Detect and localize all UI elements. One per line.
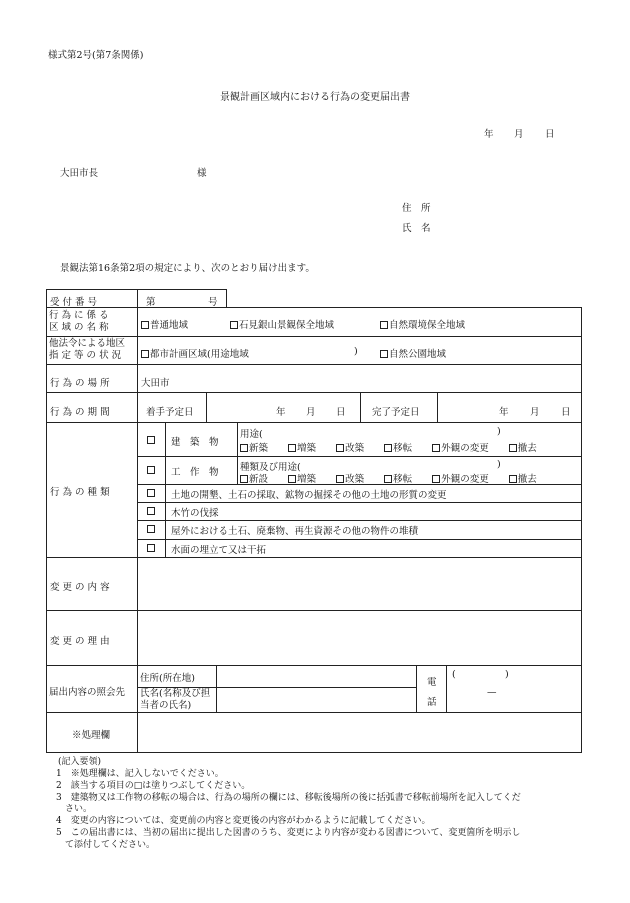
checkbox-icon[interactable]	[380, 350, 388, 358]
structure-purpose-label: 種類及び用途(	[240, 462, 301, 473]
start-date-label: 着手予定日	[146, 407, 194, 418]
outdoor-storage-checkbox[interactable]	[147, 525, 155, 533]
checkbox-icon[interactable]	[288, 444, 296, 452]
tel-dash: —	[487, 687, 497, 698]
other-law-label: 他法令による地区 指 定 等 の 状 況	[49, 338, 126, 361]
checkbox-icon[interactable]	[432, 475, 440, 483]
option-extend[interactable]: 増築	[288, 474, 316, 485]
note-item: 5 この届出書には、当初の届出に提出した図書のうち、変更により内容が変わる図書について、変更箇所を明示し	[56, 828, 521, 838]
checkbox-icon[interactable]	[240, 475, 248, 483]
notes-heading: (記入要領)	[58, 757, 102, 767]
building-checkbox[interactable]	[147, 436, 155, 444]
end-day[interactable]: 日	[561, 407, 571, 418]
structure-checkbox[interactable]	[147, 466, 155, 474]
note-item: さい。	[56, 804, 93, 814]
start-month[interactable]: 月	[306, 407, 316, 418]
intro-text: 景観法第16条第2項の規定により、次のとおり届け出ます。	[60, 263, 315, 274]
tree-cutting-checkbox[interactable]	[147, 507, 155, 515]
checkbox-icon[interactable]	[288, 475, 296, 483]
place-value[interactable]: 大田市	[141, 378, 170, 389]
change-content-label: 変 更 の 内 容	[50, 582, 110, 593]
zone-option-nature[interactable]: 自然環境保全地域	[380, 317, 465, 331]
checkbox-icon[interactable]	[141, 350, 149, 358]
tel-label-1: 電	[427, 677, 437, 688]
date-month: 月	[514, 129, 524, 140]
receipt-dai: 第	[146, 297, 156, 308]
building-purpose-close: )	[497, 426, 501, 437]
option-extend[interactable]: 増築	[288, 443, 316, 454]
option-new[interactable]: 新設	[240, 474, 268, 485]
note-item: 1 ※処理欄は、記入しないでください。	[56, 769, 224, 779]
addressee-name: 大田市長	[60, 168, 99, 179]
end-month[interactable]: 月	[530, 407, 540, 418]
other-option-natural-park[interactable]: 自然公園地域	[380, 346, 446, 360]
date-day: 日	[545, 129, 555, 140]
tel-paren-close: )	[505, 669, 509, 680]
structure-options	[240, 471, 537, 485]
note-item: 2 該当する項目の□は塗りつぶしてください。	[56, 781, 251, 791]
option-remove[interactable]: 撤去	[509, 443, 537, 454]
contact-address-label: 住所(所在地)	[140, 673, 195, 684]
zone-option-normal[interactable]: 普通地域	[141, 317, 188, 331]
checkbox-icon[interactable]	[141, 321, 149, 329]
checkbox-icon[interactable]	[384, 444, 392, 452]
note-item: 3 建築物又は工作物の移転の場合は、行為の場所の欄には、移転後場所の後に括弧書で移転前場所を記入してくだ	[56, 793, 521, 803]
end-date-label: 完了予定日	[372, 407, 420, 418]
contact-name-label: 氏名(名称及び担 当者の氏名)	[140, 688, 211, 711]
period-label: 行 為 の 期 間	[50, 407, 110, 418]
tree-cutting-label: 木竹の伐採	[171, 508, 219, 519]
receipt-number-label: 受 付 番 号	[50, 297, 98, 308]
building-purpose-label: 用途(	[240, 429, 263, 440]
reclamation-checkbox[interactable]	[147, 544, 155, 552]
checkbox-icon[interactable]	[384, 475, 392, 483]
tel-label-2: 話	[427, 697, 437, 708]
land-change-checkbox[interactable]	[147, 489, 155, 497]
change-reason-label: 変 更 の 理 由	[50, 636, 110, 647]
reclamation-label: 水面の埋立て又は干拓	[171, 545, 267, 556]
checkbox-icon[interactable]	[509, 444, 517, 452]
option-relocate[interactable]: 移転	[384, 443, 412, 454]
building-label: 建 築 物	[171, 437, 219, 448]
structure-label: 工 作 物	[171, 467, 219, 478]
other-option-close-paren: )	[354, 346, 358, 357]
checkbox-icon[interactable]	[432, 444, 440, 452]
checkbox-icon[interactable]	[509, 475, 517, 483]
checkbox-icon[interactable]	[230, 321, 238, 329]
checkbox-icon[interactable]	[380, 321, 388, 329]
note-item: て添付してください。	[56, 840, 156, 850]
kind-label: 行 為 の 種 類	[50, 487, 110, 498]
processing-label: ※処理欄	[72, 730, 111, 741]
structure-purpose-close: )	[497, 459, 501, 470]
end-year[interactable]: 年	[499, 407, 509, 418]
checkbox-icon[interactable]	[240, 444, 248, 452]
note-item: 4 変更の内容については、変更前の内容と変更後の内容がわかるように記載してください。	[56, 816, 431, 826]
receipt-go: 号	[208, 297, 218, 308]
other-option-city-planning[interactable]: 都市計画区域(用途地域	[141, 346, 249, 360]
land-change-label: 土地の開墾、土石の採取、鉱物の掘採その他の土地の形質の変更	[171, 490, 447, 501]
zone-label: 行 為 に 係 る 区 域 の 名 称	[49, 310, 109, 333]
start-year[interactable]: 年	[276, 407, 286, 418]
contact-label: 届出内容の照会先	[49, 687, 126, 698]
checkbox-icon[interactable]	[336, 475, 344, 483]
tel-paren-open: (	[452, 669, 456, 680]
option-remove[interactable]: 撤去	[509, 474, 537, 485]
building-options	[240, 440, 537, 454]
option-exterior[interactable]: 外観の変更	[432, 474, 489, 485]
option-exterior[interactable]: 外観の変更	[432, 443, 489, 454]
form-number: 様式第2号(第7条関係)	[48, 50, 144, 61]
option-new[interactable]: 新築	[240, 443, 268, 454]
applicant-address-label: 住 所	[402, 203, 431, 214]
zone-option-iwami[interactable]: 石見銀山景観保全地域	[230, 317, 334, 331]
option-relocate[interactable]: 移転	[384, 474, 412, 485]
date-year: 年	[484, 129, 494, 140]
option-rebuild[interactable]: 改築	[336, 443, 364, 454]
checkbox-icon[interactable]	[336, 444, 344, 452]
option-rebuild[interactable]: 改築	[336, 474, 364, 485]
start-day[interactable]: 日	[336, 407, 346, 418]
form-title: 景観計画区域内における行為の変更届出書	[220, 92, 410, 103]
outdoor-storage-label: 屋外における土石、廃棄物、再生資源その他の物件の堆積	[171, 526, 419, 537]
addressee-honorific: 様	[197, 168, 207, 179]
applicant-name-label: 氏 名	[402, 223, 431, 234]
place-label: 行 為 の 場 所	[50, 378, 110, 389]
